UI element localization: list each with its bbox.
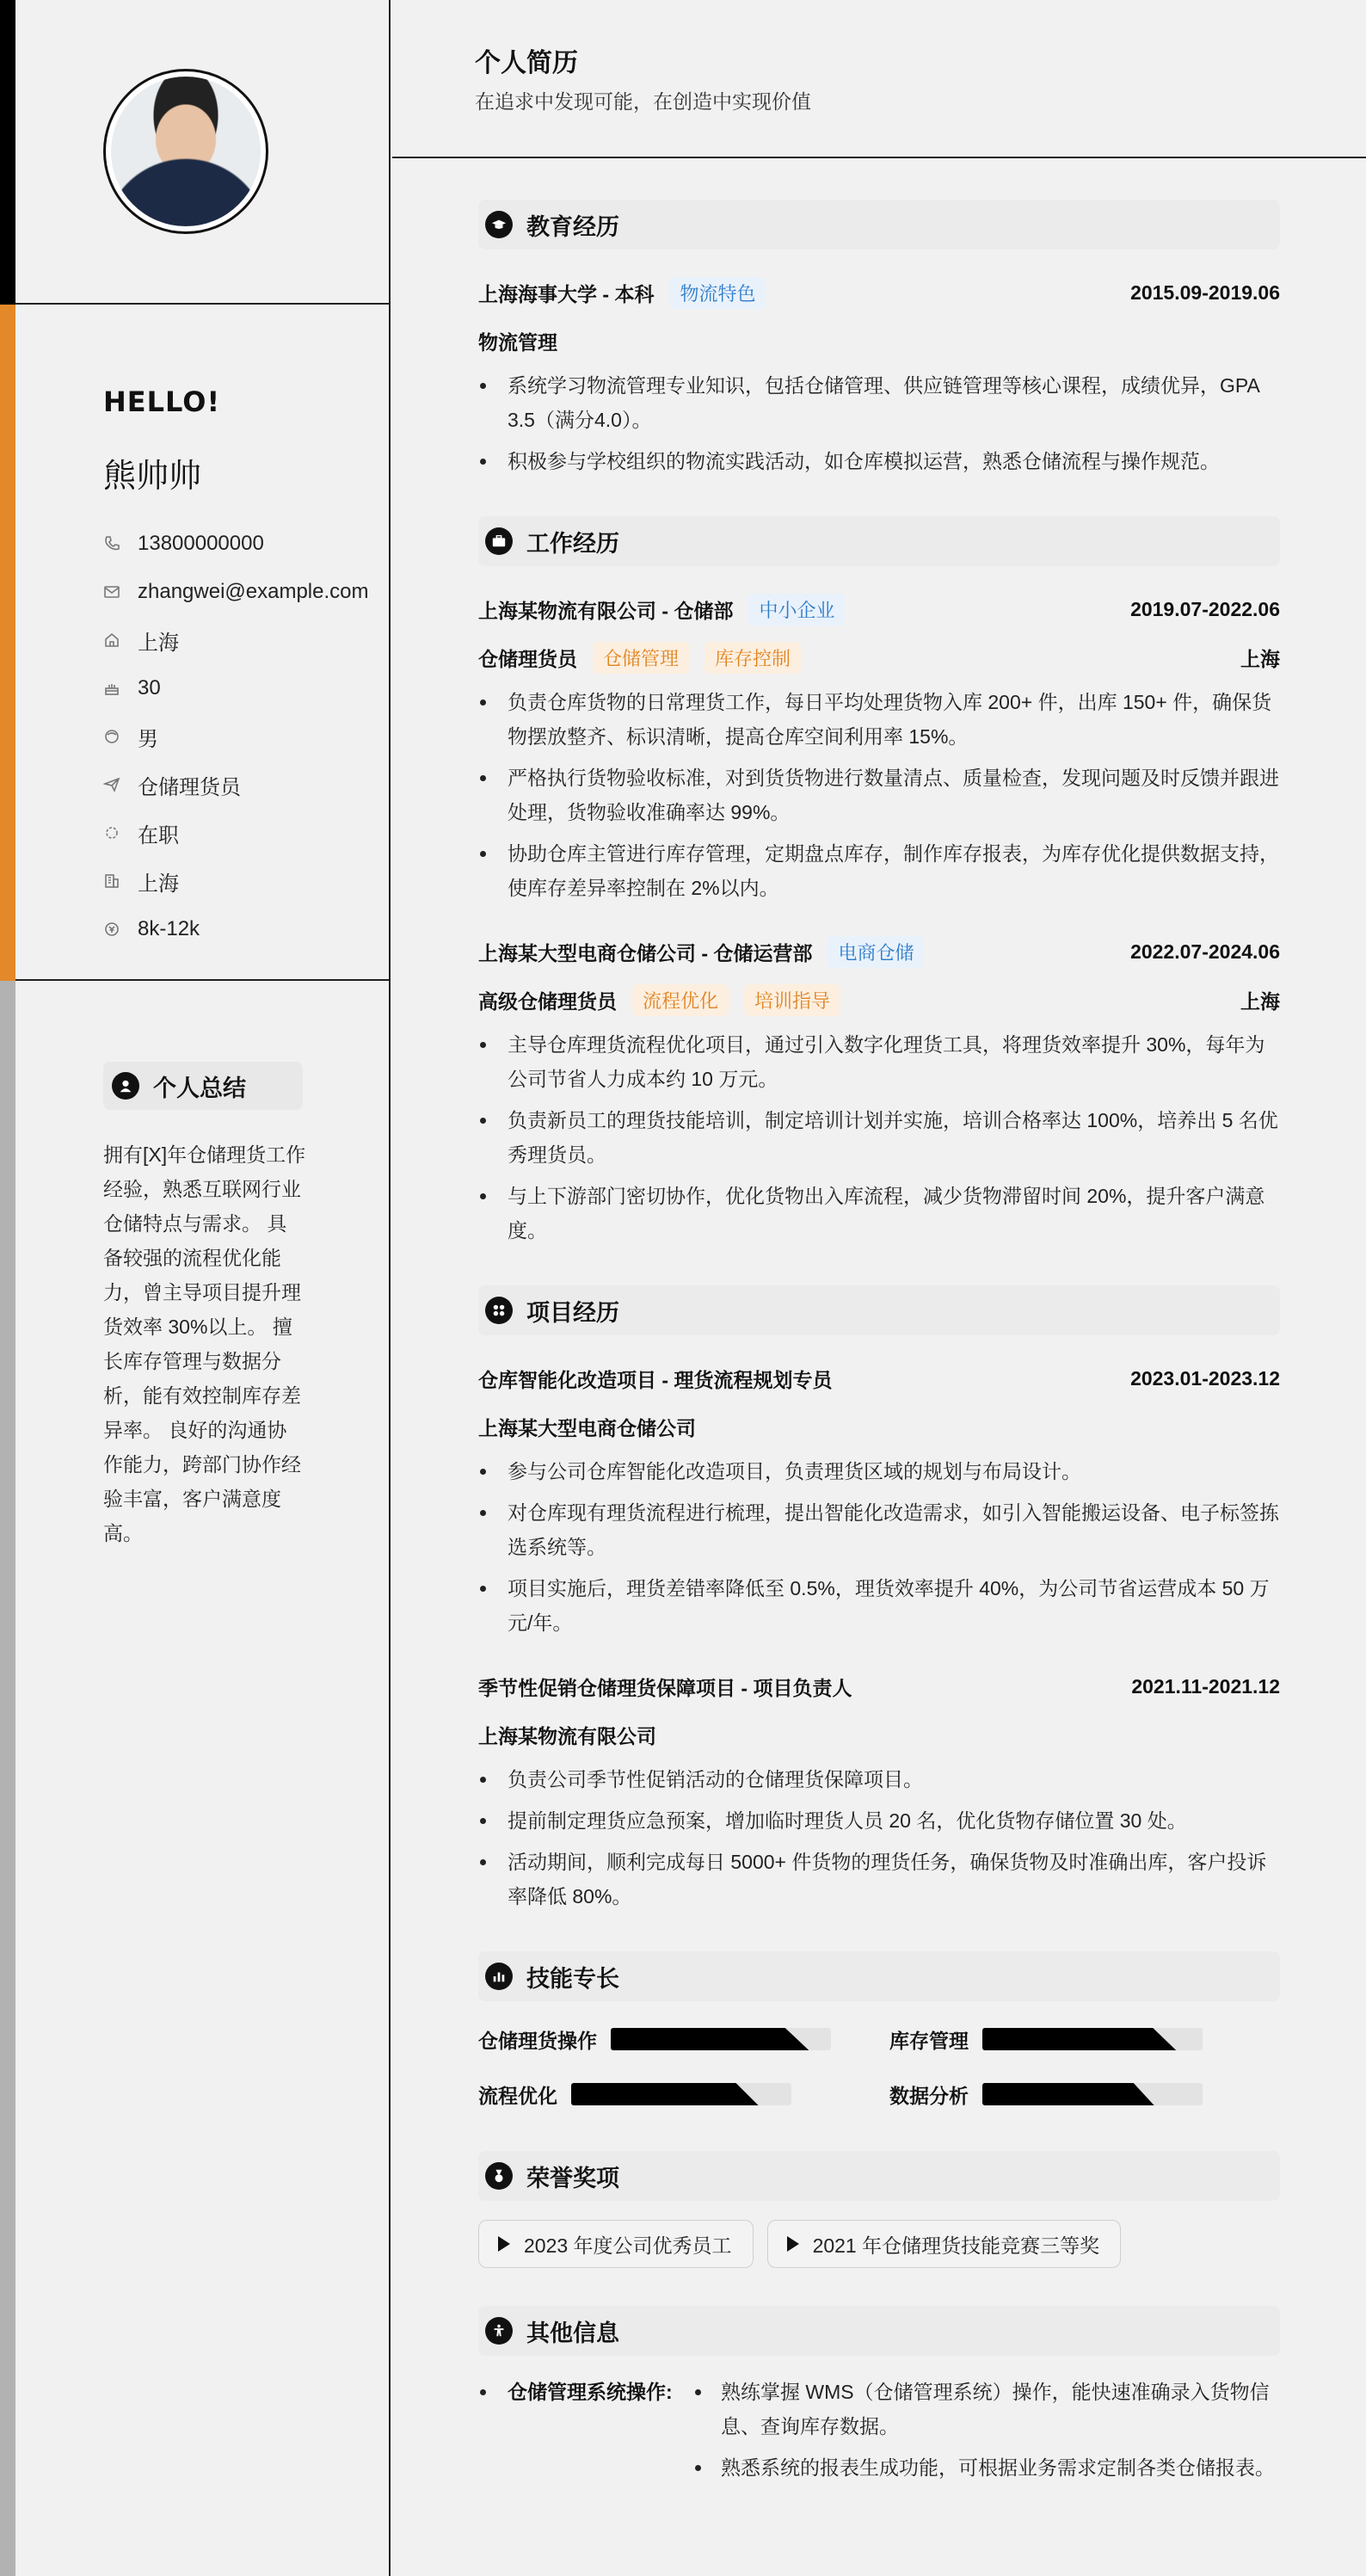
awards-list	[478, 2220, 1280, 2268]
list-item: 对仓库现有理货流程进行梳理，提出智能化改造需求，如引入智能搬运设备、电子标签拣选系统等。	[478, 1495, 1280, 1564]
job-city: 上海	[1240, 989, 1280, 1013]
graduation-cap-icon	[485, 211, 513, 238]
user-icon	[112, 1072, 139, 1100]
list-item: 与上下游部门密切协作，优化货物出入库流程，减少货物滞留时间 20%，提升客户满意度。	[478, 1179, 1280, 1248]
contact-email	[103, 568, 369, 616]
skill-track	[571, 2083, 791, 2105]
skill-item	[889, 2075, 1280, 2113]
skill-item	[889, 2020, 1280, 2058]
job-role: 高级仓储理货员	[478, 989, 617, 1013]
major-row	[478, 317, 1280, 365]
accessibility-icon	[485, 2317, 513, 2345]
list-item: 项目实施后，理货差错率降低至 0.5%，理货效率提升 40%，为公司节省运营成本 50 万元/年。	[478, 1571, 1280, 1640]
contact-value: 在职	[138, 823, 179, 847]
job-date: 2019.07-2022.06	[1130, 597, 1280, 620]
skill-name: 数据分析	[889, 2084, 969, 2107]
school-name: 上海海事大学 - 本科	[478, 282, 655, 305]
contact-location	[103, 616, 369, 664]
contact-salary	[103, 905, 369, 953]
list-item: 活动期间，顺利完成每日 5000+ 件货物的理货任务，确保货物及时准确出库，客户投诉率降低 80%。	[478, 1845, 1280, 1914]
contact-city	[103, 857, 369, 905]
summary-text: 拥有[X]年仓储理货工作经验，熟悉互联网行业仓储特点与需求。 具备较强的流程优化能力，曾主导项目提升理货效率 30%以上。 擅长库存管理与数据分析，能有效控制库存差异率。 良好的沟通协作能力，跨部门协作经验丰富，客户满意度高。	[103, 1143, 306, 1544]
projects-section	[478, 1285, 1280, 1914]
play-triangle-icon	[498, 2236, 510, 2252]
company-name: 上海某大型电商仓储公司 - 仓储运营部	[478, 941, 813, 964]
job-entry	[478, 927, 1280, 1248]
contact-phone	[103, 520, 369, 568]
education-entry	[478, 268, 1280, 478]
project-date: 2023.01-2023.12	[1130, 1366, 1280, 1390]
skill-fill	[982, 2028, 1176, 2050]
phone-icon	[103, 535, 120, 552]
contact-value: 13800000000	[138, 532, 264, 555]
contact-value: 上海	[138, 631, 179, 655]
project-entry	[478, 1354, 1280, 1640]
skill-fill	[611, 2028, 809, 2050]
project-entry	[478, 1662, 1280, 1914]
job-bullets	[478, 685, 1280, 905]
skill-fill	[982, 2083, 1154, 2105]
grid-icon	[485, 1297, 513, 1324]
company-name: 上海某物流有限公司 - 仓储部	[478, 599, 734, 622]
award-label: 2021 年仓储理货技能竞赛三等奖	[812, 2234, 1100, 2257]
major: 物流管理	[478, 330, 557, 354]
skill-track	[982, 2028, 1203, 2050]
avatar	[111, 77, 261, 226]
list-item: 负责公司季节性促销活动的仓储理货保障项目。	[478, 1762, 1280, 1796]
cake-icon	[103, 680, 120, 697]
resume-header	[392, 0, 1366, 158]
company-tag: 电商仓储	[828, 936, 924, 968]
contact-status	[103, 809, 369, 857]
sidebar	[0, 0, 391, 2576]
job-entry	[478, 585, 1280, 905]
contact-gender	[103, 712, 369, 761]
work-header	[478, 516, 1280, 566]
skill-fill	[571, 2083, 759, 2105]
send-icon	[103, 776, 120, 793]
school-tag: 物流特色	[669, 277, 766, 309]
projects-title: 项目经历	[526, 1299, 619, 1326]
list-item: 熟悉系统的报表生成功能，可根据业务需求定制各类仓储报表。	[692, 2450, 1280, 2485]
home-icon	[103, 632, 120, 649]
list-item: 负责仓库货物的日常理货工作，每日平均处理货物入库 200+ 件，出库 150+ 件，确保货物摆放整齐、标识清晰，提高仓库空间利用率 15%。	[478, 685, 1280, 754]
contact-list	[103, 520, 369, 953]
briefcase-icon	[485, 527, 513, 555]
skills-header	[478, 1951, 1280, 2001]
list-item: 提前制定理货应急预案，增加临时理货人员 20 名，优化货物存储位置 30 处。	[478, 1803, 1280, 1838]
skills-title: 技能专长	[526, 1965, 619, 1992]
skill-tag: 仓储管理	[593, 642, 689, 674]
skills-section	[478, 1951, 1280, 2113]
education-bullets	[478, 368, 1280, 478]
gender-icon	[103, 728, 120, 745]
other-info	[478, 2375, 1280, 2492]
education-date: 2015.09-2019.06	[1130, 280, 1280, 304]
job-city: 上海	[1240, 647, 1280, 670]
contact-value: 8k-12k	[138, 917, 200, 940]
projects-header	[478, 1285, 1280, 1335]
play-triangle-icon	[787, 2236, 799, 2252]
sidebar-divider-bottom	[15, 979, 389, 981]
company-tag: 中小企业	[748, 594, 845, 626]
work-title: 工作经历	[526, 530, 619, 557]
money-icon	[103, 921, 120, 938]
education-section	[478, 200, 1280, 478]
skill-name: 仓储理货操作	[478, 2029, 597, 2052]
list-item: 主导仓库理货流程优化项目，通过引入数字化理货工具，将理货效率提升 30%，每年为公司节省人力成本约 10 万元。	[478, 1027, 1280, 1096]
profile-name: 熊帅帅	[103, 459, 202, 495]
skill-tag: 流程优化	[632, 984, 729, 1016]
list-item: 熟练掌握 WMS（仓储管理系统）操作，能快速准确录入货物信息、查询库存数据。	[692, 2375, 1280, 2444]
skills-grid	[478, 2020, 1280, 2113]
skill-name: 库存管理	[889, 2029, 969, 2052]
skill-tag: 培训指导	[744, 984, 840, 1016]
list-item: 严格执行货物验收标准，对到货货物进行数量清点、质量检查，发现问题及时反馈并跟进处理，货物验收准确率达 99%。	[478, 761, 1280, 829]
contact-age	[103, 664, 369, 712]
other-title: 其他信息	[526, 2320, 619, 2346]
skill-track	[982, 2083, 1203, 2105]
project-date: 2021.11-2021.12	[1131, 1674, 1280, 1698]
sidebar-divider-top	[15, 303, 389, 305]
award-chip	[478, 2220, 754, 2268]
award-label: 2023 年度公司优秀员工	[524, 2234, 732, 2257]
job-date: 2022.07-2024.06	[1130, 940, 1280, 963]
other-list	[692, 2375, 1280, 2492]
contact-job	[103, 761, 369, 809]
summary-title: 个人总结	[153, 1075, 246, 1101]
contact-value: zhangwei@example.com	[138, 580, 369, 603]
greeting: HELLO!	[103, 385, 221, 418]
project-bullets	[478, 1762, 1280, 1914]
job-role: 仓储理货员	[478, 647, 577, 670]
page-title: 个人简历	[475, 49, 578, 77]
mail-icon	[103, 583, 120, 601]
list-item: 负责新员工的理货技能培训，制定培训计划并实施，培训合格率达 100%，培养出 5 名优秀理货员。	[478, 1103, 1280, 1172]
education-title: 教育经历	[526, 213, 619, 240]
honors-section	[478, 2151, 1280, 2268]
resume-body	[478, 200, 1280, 2530]
skill-item	[478, 2020, 889, 2058]
project-org: 上海某大型电商仓储公司	[478, 1416, 696, 1439]
skill-tag: 库存控制	[705, 642, 801, 674]
bar-chart-icon	[485, 1963, 513, 1990]
project-org: 上海某物流有限公司	[478, 1724, 656, 1747]
sidebar-accent-gray	[0, 981, 15, 2576]
education-header	[478, 200, 1280, 250]
project-bullets	[478, 1454, 1280, 1640]
work-section	[478, 516, 1280, 1248]
job-bullets	[478, 1027, 1280, 1248]
contact-value: 男	[138, 727, 158, 751]
skill-item	[478, 2075, 889, 2113]
contact-value: 上海	[138, 872, 179, 896]
other-section	[478, 2306, 1280, 2492]
award-chip	[767, 2220, 1122, 2268]
status-icon	[103, 824, 120, 841]
medal-icon	[485, 2162, 513, 2190]
other-header	[478, 2306, 1280, 2356]
list-item: 参与公司仓库智能化改造项目，负责理货区域的规划与布局设计。	[478, 1454, 1280, 1488]
list-item: 协助仓库主管进行库存管理，定期盘点库存，制作库存报表，为库存优化提供数据支持，使库存差异率控制在 2%以内。	[478, 836, 1280, 905]
list-item: 积极参与学校组织的物流实践活动，如仓库模拟运营，熟悉仓储流程与操作规范。	[478, 444, 1280, 478]
honors-header	[478, 2151, 1280, 2201]
project-name: 季节性促销仓储理货保障项目 - 项目负责人	[478, 1676, 852, 1699]
skill-name: 流程优化	[478, 2084, 557, 2107]
contact-value: 30	[138, 676, 161, 699]
main-content	[392, 0, 1366, 2576]
other-label: 仓储管理系统操作:	[478, 2375, 692, 2492]
page-subtitle: 在追求中发现可能，在创造中实现价值	[475, 90, 811, 113]
honors-title: 荣誉奖项	[526, 2165, 619, 2191]
summary-header	[103, 1062, 303, 1110]
contact-value: 仓储理货员	[138, 775, 241, 799]
avatar-frame	[103, 69, 268, 234]
sidebar-accent-black	[0, 0, 15, 305]
skill-track	[611, 2028, 831, 2050]
building-icon	[103, 872, 120, 890]
project-name: 仓库智能化改造项目 - 理货流程规划专员	[478, 1368, 833, 1391]
list-item: 系统学习物流管理专业知识，包括仓储管理、供应链管理等核心课程，成绩优异，GPA 3.5（满分4.0）。	[478, 368, 1280, 437]
sidebar-accent-orange	[0, 305, 15, 981]
education-row	[478, 268, 1280, 317]
